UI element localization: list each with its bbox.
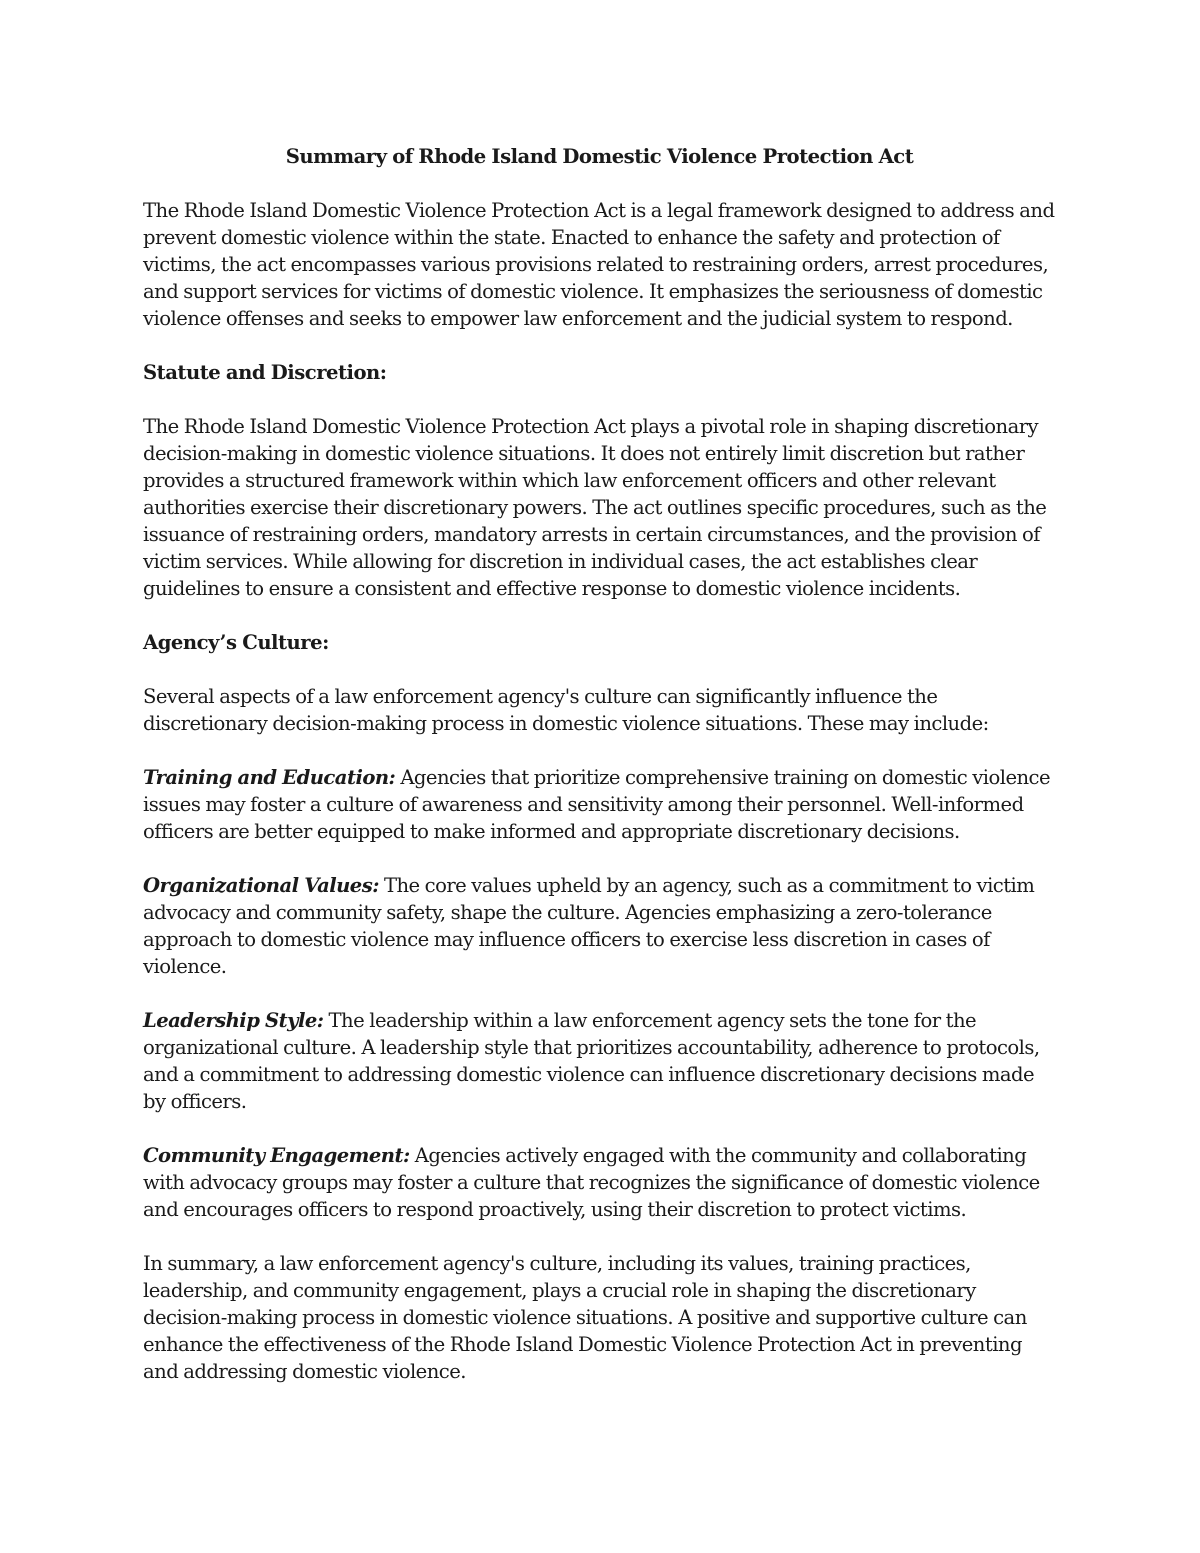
aspect-text: Agencies actively engaged with the community and collaborating with advocacy groups may foster a culture that recognizes the significance of domestic violence and encourages officers to respond proactively, using their discretion to protect victims. (143, 1144, 1040, 1221)
intro-paragraph: The Rhode Island Domestic Violence Protection Act is a legal framework designed to address and prevent domestic violence within the state. Enacted to enhance the safety and protection of victims, the act encompasses various provisions related to restraining orders, arrest procedures, and support services for victims of domestic violence. It emphasizes the seriousness of domestic violence offenses and seeks to empower law enforcement and the judicial system to respond. (143, 199, 1055, 330)
aspect-term: Community Engagement: (143, 1144, 410, 1167)
section-heading-statute: Statute and Discretion: (143, 361, 387, 384)
section-heading-culture: Agency’s Culture: (143, 631, 329, 654)
section-body-culture: Several aspects of a law enforcement agency's culture can significantly influence the discretionary decision-making process in domestic violence situations. These may include: (143, 685, 989, 735)
section-body-statute: The Rhode Island Domestic Violence Protection Act plays a pivotal role in shaping discretionary decision-making in domestic violence situations. It does not entirely limit discretion but rather provides a structured framework within which law enforcement officers and other relevant authorities exercise their discretionary powers. The act outlines specific procedures, such as the issuance of restraining orders, mandatory arrests in certain circumstances, and the provision of victim services. While allowing for discretion in individual cases, the act establishes clear guidelines to ensure a consistent and effective response to domestic violence incidents. (143, 415, 1047, 600)
aspect-leadership (143, 1007, 1060, 1115)
aspect-text: Agencies that prioritize comprehensive training on domestic violence issues may foster a culture of awareness and sensitivity among their personnel. Well-informed officers are better equipped to make informed and appropriate discretionary decisions. (143, 766, 1051, 843)
aspect-text: The core values upheld by an agency, such as a commitment to victim advocacy and community safety, shape the culture. Agencies emphasizing a zero-tolerance approach to domestic violence may influence officers to exercise less discretion in cases of violence. (143, 874, 1035, 978)
aspect-community (143, 1142, 1060, 1223)
aspect-text: The leadership within a law enforcement agency sets the tone for the organizational culture. A leadership style that prioritizes accountability, adherence to protocols, and a commitment to addressing domestic violence can influence discretionary decisions made by officers. (143, 1009, 1040, 1113)
aspect-values (143, 872, 1060, 980)
aspect-term: Leadership Style: (143, 1009, 324, 1032)
aspect-term: Organizational Values: (143, 874, 379, 897)
aspect-training (143, 764, 1060, 845)
aspect-term: Training and Education: (143, 766, 396, 789)
conclusion-paragraph: In summary, a law enforcement agency's culture, including its values, training practices, leadership, and community engagement, plays a crucial role in shaping the discretionary decision-making process in domestic violence situations. A positive and supportive culture can enhance the effectiveness of the Rhode Island Domestic Violence Protection Act in preventing and addressing domestic violence. (143, 1252, 1027, 1383)
document-title: Summary of Rhode Island Domestic Violence Protection Act (285, 145, 914, 168)
